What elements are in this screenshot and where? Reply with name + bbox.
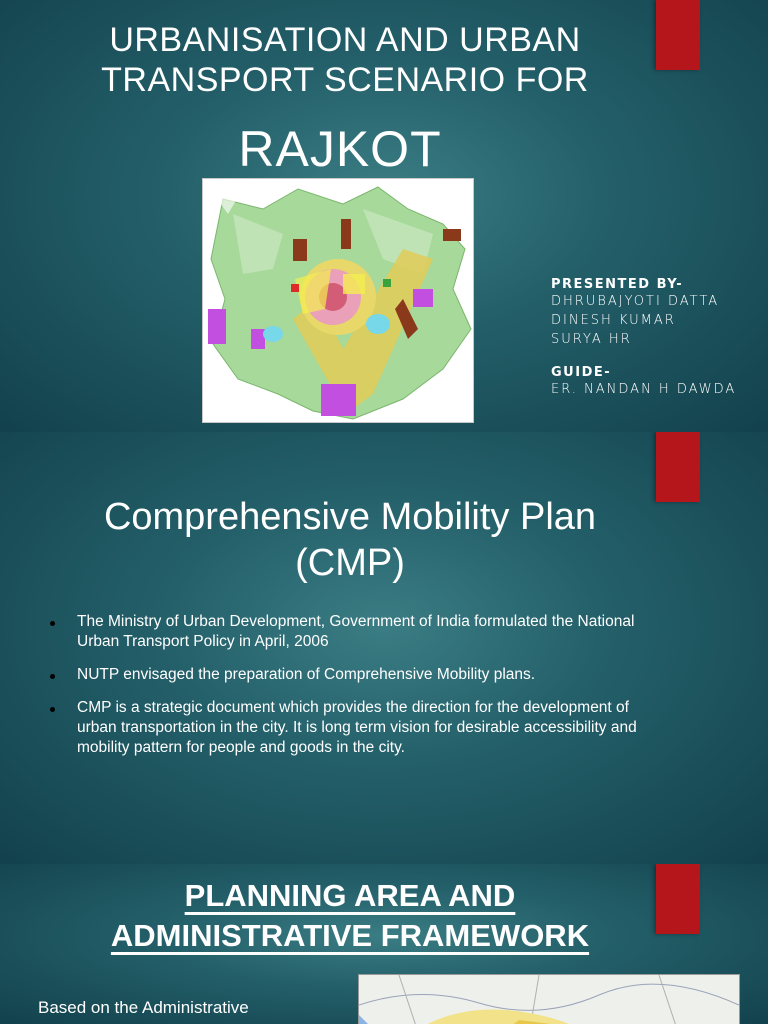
guide-name: ER. NANDAN H DAWDA bbox=[551, 382, 737, 397]
slide-title bbox=[30, 20, 660, 100]
city-map-image bbox=[202, 178, 474, 423]
list-item bbox=[50, 612, 670, 652]
body-text: Based on the Administrative bbox=[38, 998, 249, 1017]
title-line-2: TRANSPORT SCENARIO FOR bbox=[101, 61, 589, 99]
bullet-text: The Ministry of Urban Development, Government of India formulated the National Urban Transport Policy in April, 2006 bbox=[77, 613, 635, 650]
title-line-2: ADMINISTRATIVE FRAMEWORK bbox=[110, 918, 590, 953]
presenters-block bbox=[551, 277, 736, 401]
title-line-1: URBANISATION AND URBAN bbox=[109, 21, 581, 59]
region-map-image bbox=[358, 974, 740, 1024]
city-map-figure bbox=[203, 179, 473, 422]
bullet-text: CMP is a strategic document which provides the direction for the development of urban transportation in the city. It is long term vision for desirable accessibility and mobility pattern for people and goods in the city. bbox=[77, 699, 637, 756]
planning-area-slide bbox=[0, 864, 768, 1024]
list-item bbox=[50, 698, 670, 758]
bullet-icon bbox=[50, 707, 55, 712]
bullet-icon bbox=[50, 621, 55, 626]
cmp-slide bbox=[0, 432, 768, 864]
title-line-2: (CMP) bbox=[295, 542, 405, 584]
region-map-figure bbox=[359, 975, 739, 1024]
presenter-name: DHRUBAJYOTI DATTA bbox=[551, 294, 720, 309]
bullet-icon bbox=[50, 674, 55, 679]
presenter-name: SURYA HR bbox=[551, 332, 632, 347]
slide-title bbox=[60, 876, 640, 956]
presenter-name: DINESH KUMAR bbox=[551, 313, 676, 328]
presented-by-label: PRESENTED BY- bbox=[551, 277, 684, 292]
title-slide bbox=[0, 0, 768, 432]
title-line-1: PLANNING AREA AND bbox=[184, 878, 516, 913]
title-line-1: Comprehensive Mobility Plan bbox=[103, 496, 597, 538]
accent-tab bbox=[656, 0, 700, 70]
list-item bbox=[50, 665, 670, 685]
title-city: RAJKOT bbox=[238, 121, 442, 177]
accent-tab bbox=[656, 864, 700, 934]
bullet-text: NUTP envisaged the preparation of Comprehensive Mobility plans. bbox=[77, 666, 536, 683]
bullet-list bbox=[50, 612, 670, 771]
accent-tab bbox=[656, 432, 700, 502]
slide-title bbox=[40, 494, 660, 586]
guide-label: GUIDE- bbox=[551, 365, 612, 380]
